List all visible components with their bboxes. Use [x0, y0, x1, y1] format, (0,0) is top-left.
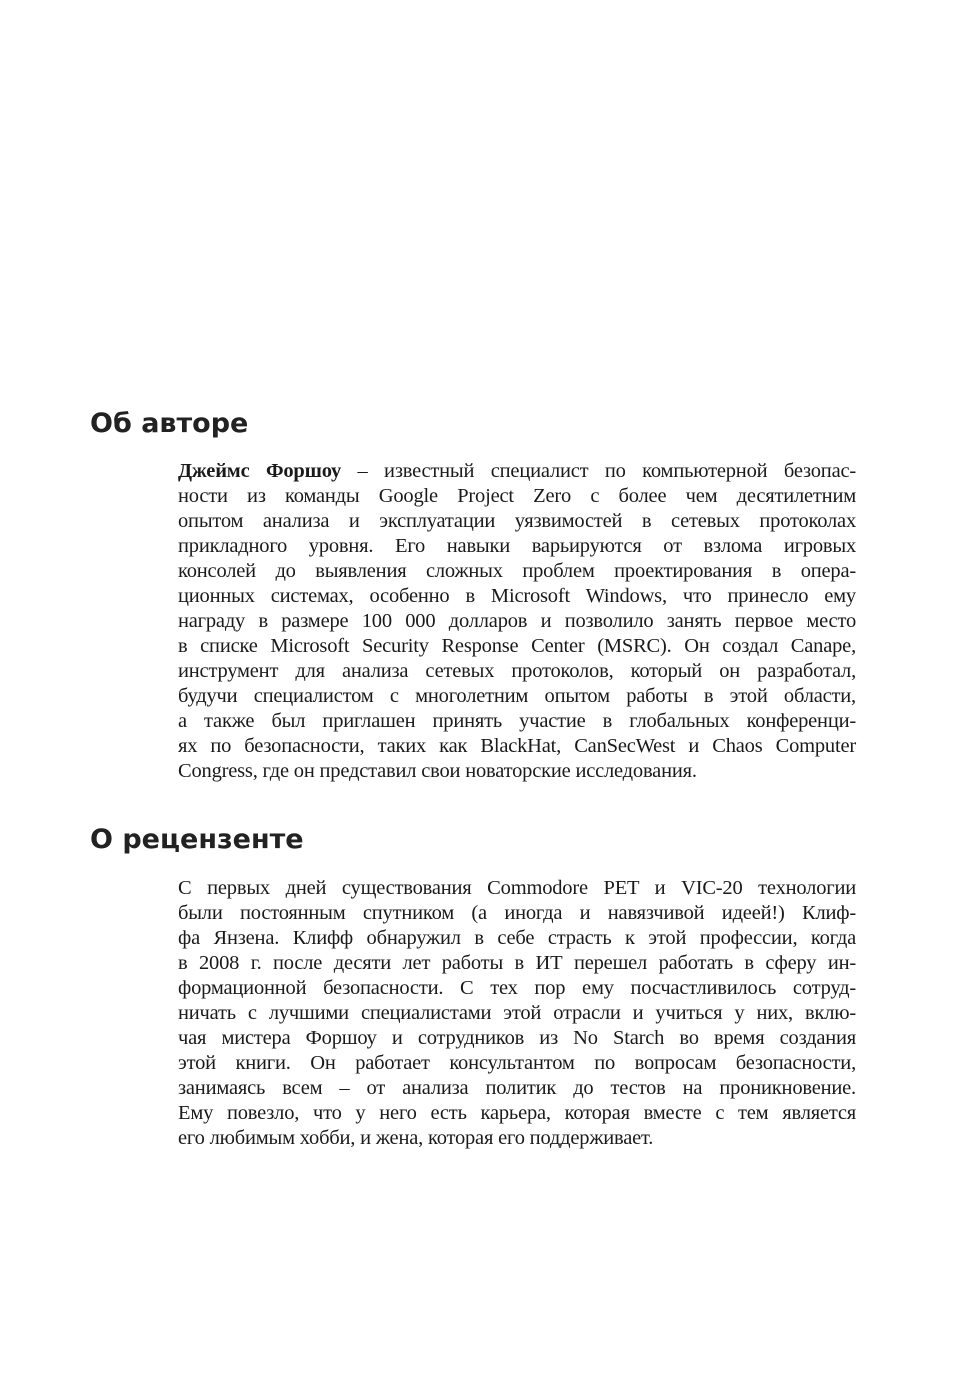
- section-heading-author: Об авторе: [90, 408, 249, 439]
- text-line: были постоянным спутником (а иногда и навязчивой идеей!) Клиф-: [178, 902, 856, 924]
- text-line: а также был приглашен принять участие в глобальных конференци-: [178, 710, 856, 732]
- text-line: ционных системах, особенно в Microsoft Windows, что принесло ему: [178, 585, 856, 607]
- text-line: прикладного уровня. Его навыки варьируются от взлома игровых: [178, 535, 856, 557]
- text-line: Congress, где он представил свои новаторские исследования.: [178, 760, 697, 782]
- author-bio: [178, 459, 856, 784]
- section-heading-reviewer: О рецензенте: [90, 824, 304, 855]
- text-line: занимаясь всем – от анализа политик до тестов на проникновение.: [178, 1077, 856, 1099]
- text-line: будучи специалистом с многолетним опытом работы в этой области,: [178, 685, 856, 707]
- text-line: в списке Microsoft Security Response Center (MSRC). Он создал Canape,: [178, 635, 856, 657]
- text-line: ничать с лучшими специалистами этой отрасли и учиться у них, вклю-: [178, 1002, 856, 1024]
- text-line: ях по безопасности, таких как BlackHat, CanSecWest и Chaos Computer: [178, 735, 856, 757]
- text-line: С первых дней существования Commodore PET и VIC-20 технологии: [178, 877, 856, 899]
- text-line: Ему повезло, что у него есть карьера, которая вместе с тем является: [178, 1102, 856, 1124]
- text-line: в 2008 г. после десяти лет работы в ИТ перешел работать в сферу ин-: [178, 952, 856, 974]
- text-line: этой книги. Он работает консультантом по вопросам безопасности,: [178, 1052, 856, 1074]
- reviewer-bio: [178, 876, 856, 1151]
- text-line: формационной безопасности. С тех пор ему посчастливилось сотруд-: [178, 977, 856, 999]
- text-line: его любимым хобби, и жена, которая его поддерживает.: [178, 1127, 654, 1149]
- text-line: консолей до выявления сложных проблем проектирования в опера-: [178, 560, 856, 582]
- text-line: инструмент для анализа сетевых протоколов, который он разработал,: [178, 660, 856, 682]
- text-fragment: – известный специалист по компьютерной безопас-: [341, 460, 857, 482]
- text-line: награду в размере 100 000 долларов и позволило занять первое место: [178, 610, 856, 632]
- text-line: фа Янзена. Клифф обнаружил в себе страсть к этой профессии, когда: [178, 927, 856, 949]
- text-line: [178, 459, 856, 484]
- author-name: Джеймс Форшоу: [178, 460, 342, 482]
- text-line: ности из команды Google Project Zero с более чем десятилетним: [178, 485, 856, 507]
- text-line: опытом анализа и эксплуатации уязвимостей в сетевых протоколах: [178, 510, 856, 532]
- text-line: чая мистера Форшоу и сотрудников из No Starch во время создания: [178, 1027, 856, 1049]
